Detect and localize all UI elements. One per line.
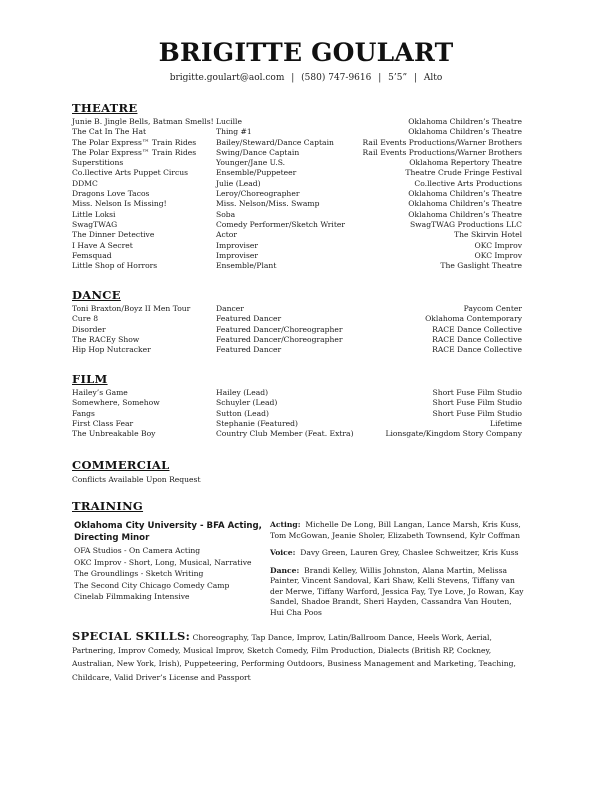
credit-company: Paycom Center [463,304,522,313]
separator: | [291,73,295,83]
credit-title: The Polar Express™ Train Rides [72,137,197,147]
voice-label: Voice: [270,548,296,557]
credit-company: Rail Events Productions/Warner Brothers [362,147,522,157]
credit-title: Little Shop of Horrors [72,261,158,271]
credit-company: OKC Improv [474,250,522,260]
credit-role: Improviser [216,240,259,250]
credit-title: Somewhere, Somehow [72,398,160,408]
credit-title: The Polar Express™ Train Rides [72,147,197,157]
credit-company: RACE Dance Collective [432,324,522,334]
credit-row [72,409,522,419]
acting-label: Acting: [270,520,301,529]
credit-company: The Skirvin Hotel [454,230,522,240]
credit-company: Short Fuse Film Studio [432,388,522,397]
voice-teacher-list: Davy Green, Lauren Grey, Chaslee Schweitzer, Kris Kuss [300,548,519,557]
dance-label: Dance: [270,565,300,575]
skills-text: Choreography, Tap Dance, Improv, Latin/Ballroom Dance, Heels Work, Aerial, Partnering, Improv Comedy, Musical Improv, Sketch Comedy, Film Production, Dialects (British RP, Cockney, Australian, New York, Irish), Puppeteering, Performing Outdoors, Business Management and Marketing, Teaching, Childcare, Valid Driver’s License and Passport [72,633,516,682]
credit-role: Featured Dancer/Choreographer [216,334,343,344]
credit-row [72,127,522,137]
credit-company: Oklahoma Children’s Theatre [408,117,522,126]
credit-role: Schuyler (Lead) [216,398,278,408]
section-heading-commercial: COMMERCIAL [72,458,170,472]
credit-row [72,220,522,230]
credit-row [72,335,522,345]
credit-role: Dancer [216,304,244,313]
credit-title: Hailey’s Game [72,388,128,397]
credit-title: Fangs [72,408,95,418]
credit-company: The Gaslight Theatre [440,261,522,271]
credit-company: Oklahoma Children’s Theatre [408,189,522,199]
credit-company: Oklahoma Children’s Theatre [408,127,522,137]
credit-role: Featured Dancer [216,314,282,324]
credit-role: Hailey (Lead) [216,388,269,397]
credit-role: Swing/Dance Captain [216,147,300,157]
credit-role: Ensemble/Puppeteer [216,168,297,178]
credit-row [72,241,522,251]
credit-row [72,304,522,314]
credit-title: Hip Hop Nutcracker [72,345,151,355]
credit-row [72,325,522,335]
credit-company: Lifetime [490,418,522,428]
acting-teacher-list: Michelle De Long, Bill Langan, Lance Marsh, Kris Kuss, Tom McGowan, Jeanie Sholer, Elizabeth Townsend, Kylr Coffman [270,520,521,540]
credit-role: Miss. Nelson/Miss. Swamp [216,199,320,209]
credit-role: Julie (Lead) [216,178,261,188]
credit-title: Little Loksi [72,209,116,219]
credit-title: SwagTWAG [72,219,118,229]
credit-company: OKC Improv [474,240,522,250]
credit-title: Superstitions [72,158,124,168]
course-item: The Second City Chicago Comedy Camp [74,580,230,590]
credit-row [72,158,522,168]
credit-company: Oklahoma Contemporary [425,314,522,324]
credit-role: Country Club Member (Feat. Extra) [216,429,354,439]
separator: | [413,73,417,83]
university-line: Directing Minor [74,533,150,543]
credit-company: Rail Events Productions/Warner Brothers [362,137,522,147]
credit-row [72,314,522,324]
dance-credits [72,304,522,355]
credit-title: The RACEy Show [72,334,140,344]
credit-title: First Class Fear [72,418,134,428]
credit-role: Soba [216,209,236,219]
credit-role: Thing #1 [216,127,252,137]
phone: (580) 747-9616 [301,73,372,83]
credit-title: Disorder [72,324,106,334]
credit-role: Featured Dancer [216,345,282,355]
acting-teachers [270,520,528,541]
credit-role: Ensemble/Plant [216,261,277,271]
course-item: OKC Improv - Short, Long, Musical, Narrative [74,557,252,567]
credit-title: DDMC [72,178,98,188]
credit-company: SwagTWAG Productions LLC [409,219,522,229]
credit-company: RACE Dance Collective [432,345,522,355]
course-item: The Groundlings - Sketch Writing [74,569,204,579]
height: 5’5” [388,73,408,83]
credit-row [72,148,522,158]
credit-title: The Dinner Detective [72,230,155,240]
credit-row [72,398,522,408]
credit-role: Stephanie (Featured) [216,418,298,428]
credit-company: Oklahoma Children’s Theatre [408,209,522,219]
voice-teachers [270,548,528,559]
credit-company: Short Fuse Film Studio [432,408,522,418]
credit-row [72,251,522,261]
contact-line [0,73,612,83]
credit-row [72,189,522,199]
course-item: OFA Studios - On Camera Acting [74,546,201,555]
credit-title: Co.llective Arts Puppet Circus [72,168,189,178]
film-credits [72,388,522,439]
credit-company: Co.llective Arts Productions [414,178,522,188]
separator: | [378,73,382,83]
credit-title: The Cat In The Hat [72,127,147,137]
credit-row [72,138,522,148]
credit-row [72,210,522,220]
credit-row [72,345,522,355]
credit-role: Actor [216,230,237,240]
credit-company: Oklahoma Children’s Theatre [408,199,522,209]
voice-type: Alto [423,73,443,83]
email[interactable]: brigitte.goulart@aol.com [169,73,285,83]
commercial-note: Conflicts Available Upon Request [72,475,201,484]
credit-company: Lionsgate/Kingdom Story Company [385,429,522,439]
credit-row [72,429,522,439]
credit-row [72,179,522,189]
credit-role: Featured Dancer/Choreographer [216,324,343,334]
credit-title: Junie B. Jingle Bells, Batman Smells! [72,117,214,126]
university [74,520,264,544]
credit-role: Comedy Performer/Sketch Writer [216,219,346,229]
training-education [74,520,264,603]
theatre-credits [72,117,522,271]
credit-role: Improviser [216,250,259,260]
training-teachers [270,520,528,625]
course-item: Cinelab Filmmaking Intensive [74,592,190,602]
credit-row [72,388,522,398]
credit-company: RACE Dance Collective [432,334,522,344]
credit-title: Miss. Nelson Is Missing! [72,199,167,209]
credit-company: Short Fuse Film Studio [432,398,522,408]
credit-role: Sutton (Lead) [216,408,269,418]
section-heading-dance: DANCE [72,288,121,302]
dance-teachers [270,566,528,619]
credit-title: Toni Braxton/Boyz II Men Tour [72,304,191,313]
credit-role: Leroy/Choreographer [216,189,300,199]
performer-name: BRIGITTE GOULART [158,38,454,67]
credit-row [72,168,522,178]
skills-label: SPECIAL SKILLS: [72,629,191,643]
section-heading-film: FILM [72,372,108,386]
credit-role: Bailey/Steward/Dance Captain [216,137,334,147]
special-skills [72,630,534,684]
credit-company: Oklahoma Repertory Theatre [409,158,522,168]
credit-row [72,199,522,209]
credit-role: Younger/Jane U.S. [216,158,286,168]
credit-title: Dragons Love Tacos [72,189,150,199]
credit-role: Lucille [216,117,242,126]
credit-title: Femsquad [72,250,112,260]
credit-row [72,230,522,240]
credit-row [72,419,522,429]
credit-company: Theatre Crude Fringe Festival [405,168,522,178]
credit-row [72,261,522,271]
credit-title: The Unbreakable Boy [72,429,156,439]
dance-teacher-list: Brandi Kelley, Willis Johnston, Alana Martin, Melissa Painter, Vincent Sandoval, Kari Shaw, Kelli Stevens, Tiffany van der Merwe, Tiffany Warford, Jessica Fay, Tye Love, Jo Rowan, Kay Sandel, Shadoe Brandt, Sheri Hayden, Cassandra Van Houten, Hui Cha Poos [270,565,524,617]
section-heading-training: TRAINING [72,499,144,513]
credit-row [72,117,522,127]
credit-title: I Have A Secret [72,240,133,250]
section-heading-theatre: THEATRE [72,101,138,115]
university-line: Oklahoma City University - BFA Acting, [74,521,262,531]
credit-title: Cure 8 [72,314,99,324]
